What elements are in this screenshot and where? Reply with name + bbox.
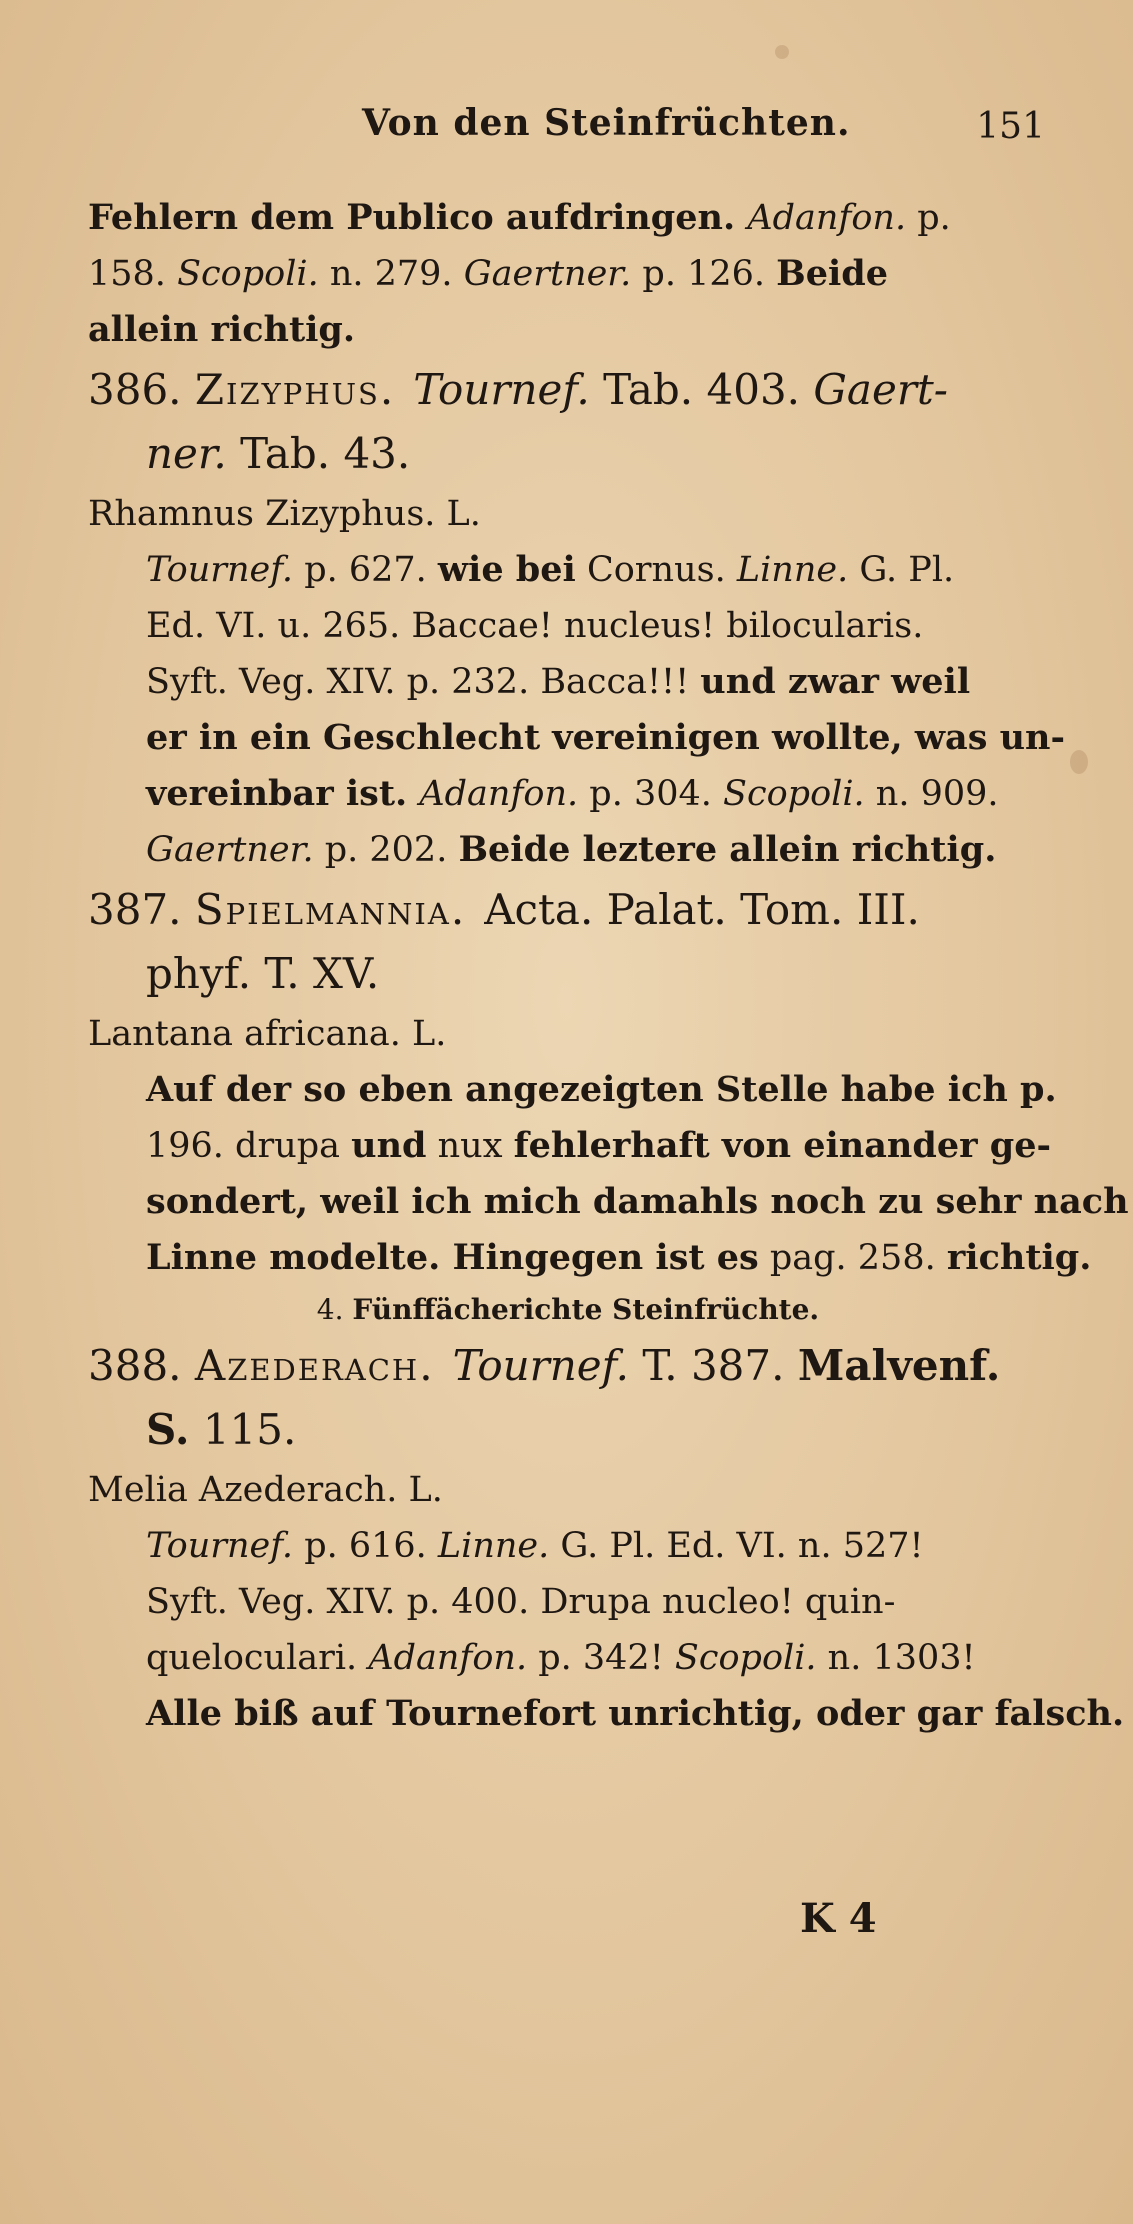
text-line <box>88 710 1066 766</box>
author-citation: Tournef. <box>413 365 590 414</box>
text-run: Syft. Veg. XIV. p. 232. Bacca!!! <box>146 662 701 702</box>
text-run: Tab. 403. <box>589 365 814 414</box>
text-run: fehlerhaft von einander ge- <box>513 1125 1051 1166</box>
author-citation: Tournef. <box>146 550 294 590</box>
text-line <box>88 1174 1129 1230</box>
text-run: 387. <box>88 885 195 934</box>
page-number: 151 <box>976 106 1045 147</box>
author-citation: Gaertner. <box>463 254 632 294</box>
text-run: und <box>351 1125 427 1166</box>
text-line <box>88 654 1048 710</box>
author-citation: Linne. <box>437 1526 550 1566</box>
running-head: Von den Steinfrüchten. <box>362 102 851 144</box>
text-run: 386. <box>88 365 195 414</box>
text-run: er in ein Geschlecht vereinigen wollte, was un- <box>146 717 1066 758</box>
text-run: phyf. T. XV. <box>146 949 380 998</box>
text-run: 4. <box>316 1293 353 1326</box>
author-citation: Scopoli. <box>177 254 319 294</box>
text-run: Fehlern dem Publico aufdringen. <box>88 197 748 238</box>
text-line <box>88 1686 1125 1742</box>
text-line <box>88 1006 1048 1062</box>
text-run: p. 342! <box>527 1638 675 1678</box>
text-run: 196. drupa <box>146 1126 352 1166</box>
text-run: Linne modelte. Hingegen ist es <box>146 1237 759 1278</box>
text-run: nux <box>426 1126 514 1166</box>
paper-stain <box>1070 750 1088 774</box>
genus-name: Zizyphus. <box>194 365 396 414</box>
text-line <box>88 1230 1092 1286</box>
text-run: Fünffächerichte Steinfrüchte. <box>352 1293 820 1326</box>
text-run: 388. <box>88 1341 195 1390</box>
text-run: und zwar weil <box>700 661 971 702</box>
author-citation: Adanfon. <box>747 198 907 238</box>
text-run: G. Pl. <box>848 550 955 590</box>
text-run: Acta. Palat. Tom. III. <box>484 885 920 934</box>
text-run: Syft. Veg. XIV. p. 400. Drupa nucleo! quin- <box>146 1582 896 1622</box>
author-citation: Gaertner. <box>146 830 314 870</box>
text-line <box>88 246 1048 302</box>
author-citation: Adanfon. <box>368 1638 528 1678</box>
text-line <box>88 1334 1048 1398</box>
text-run: Alle biß auf Tournefort unrichtig, oder gar falsch. <box>146 1693 1125 1734</box>
text-run: p. 202. <box>313 830 459 870</box>
author-citation: Gaert- <box>813 365 948 414</box>
text-line <box>88 598 1048 654</box>
author-citation: Scopoli. <box>674 1638 817 1678</box>
text-line <box>88 1518 1048 1574</box>
text-run: n. 909. <box>864 774 999 814</box>
text-line <box>88 1630 1048 1686</box>
text-line <box>88 1286 1048 1334</box>
text-run: Ed. VI. u. 265. Baccae! nucleus! bilocularis. <box>146 606 924 646</box>
text-run: p. 126. <box>631 254 777 294</box>
text-line <box>88 942 1048 1006</box>
author-citation: Linne. <box>736 550 849 590</box>
text-line <box>88 878 1048 942</box>
text-run: G. Pl. Ed. VI. n. 527! <box>549 1526 924 1566</box>
text-run: T. 387. <box>629 1341 798 1390</box>
text-line <box>88 302 1048 358</box>
text-line <box>88 542 1048 598</box>
author-citation: Adanfon. <box>419 774 579 814</box>
text-run: n. 1303! <box>816 1638 976 1678</box>
text-run: Malvenf. <box>797 1341 1001 1390</box>
text-run: allein richtig. <box>88 309 356 350</box>
page-body <box>88 190 1129 1742</box>
text-line <box>88 1398 1048 1462</box>
text-run: p. 627. <box>293 550 438 590</box>
text-line <box>88 766 1048 822</box>
text-line <box>88 1062 1057 1118</box>
text-line <box>88 486 1048 542</box>
text-run: Tab. 43. <box>226 429 411 478</box>
text-line <box>88 190 1048 246</box>
genus-name: Spielmannia. <box>194 885 467 934</box>
text-run: p. 616. <box>293 1526 438 1566</box>
text-run: p. <box>906 198 951 238</box>
paper-stain <box>775 45 789 59</box>
text-run: Rhamnus Zizyphus. L. <box>88 494 481 534</box>
text-line <box>88 1574 1048 1630</box>
text-run: pag. 258. <box>758 1238 947 1278</box>
text-run: queloculari. <box>146 1638 369 1678</box>
text-line <box>88 1462 1048 1518</box>
text-run: Auf der so eben angezeigten Stelle habe ich p. <box>146 1069 1057 1110</box>
signature-mark: K 4 <box>800 1895 877 1942</box>
text-run: Melia Azederach. L. <box>88 1470 443 1510</box>
text-run: S. <box>146 1405 190 1454</box>
text-line <box>88 422 1048 486</box>
text-line <box>88 822 1048 878</box>
text-run: 115. <box>189 1405 297 1454</box>
author-citation: ner. <box>146 429 227 478</box>
author-citation: Scopoli. <box>723 774 865 814</box>
text-run: n. 279. <box>318 254 464 294</box>
text-run: sondert, weil ich mich damahls noch zu sehr nach <box>146 1181 1129 1222</box>
text-line <box>88 358 1048 422</box>
author-citation: Tournef. <box>146 1526 294 1566</box>
text-run: richtig. <box>946 1237 1092 1278</box>
text-line <box>88 1118 1051 1174</box>
page-header <box>0 100 1133 160</box>
text-run: p. 304. <box>578 774 724 814</box>
text-run: vereinbar ist. <box>146 773 420 814</box>
author-citation: Tournef. <box>452 1341 630 1390</box>
text-run: 158. <box>88 254 178 294</box>
text-run: Beide leztere allein richtig. <box>458 829 997 870</box>
text-run: wie bei <box>437 549 576 590</box>
text-run: Lantana africana. L. <box>88 1014 447 1054</box>
text-run: Cornus. <box>575 550 737 590</box>
genus-name: Azederach. <box>194 1341 435 1390</box>
text-run: Beide <box>776 253 889 294</box>
